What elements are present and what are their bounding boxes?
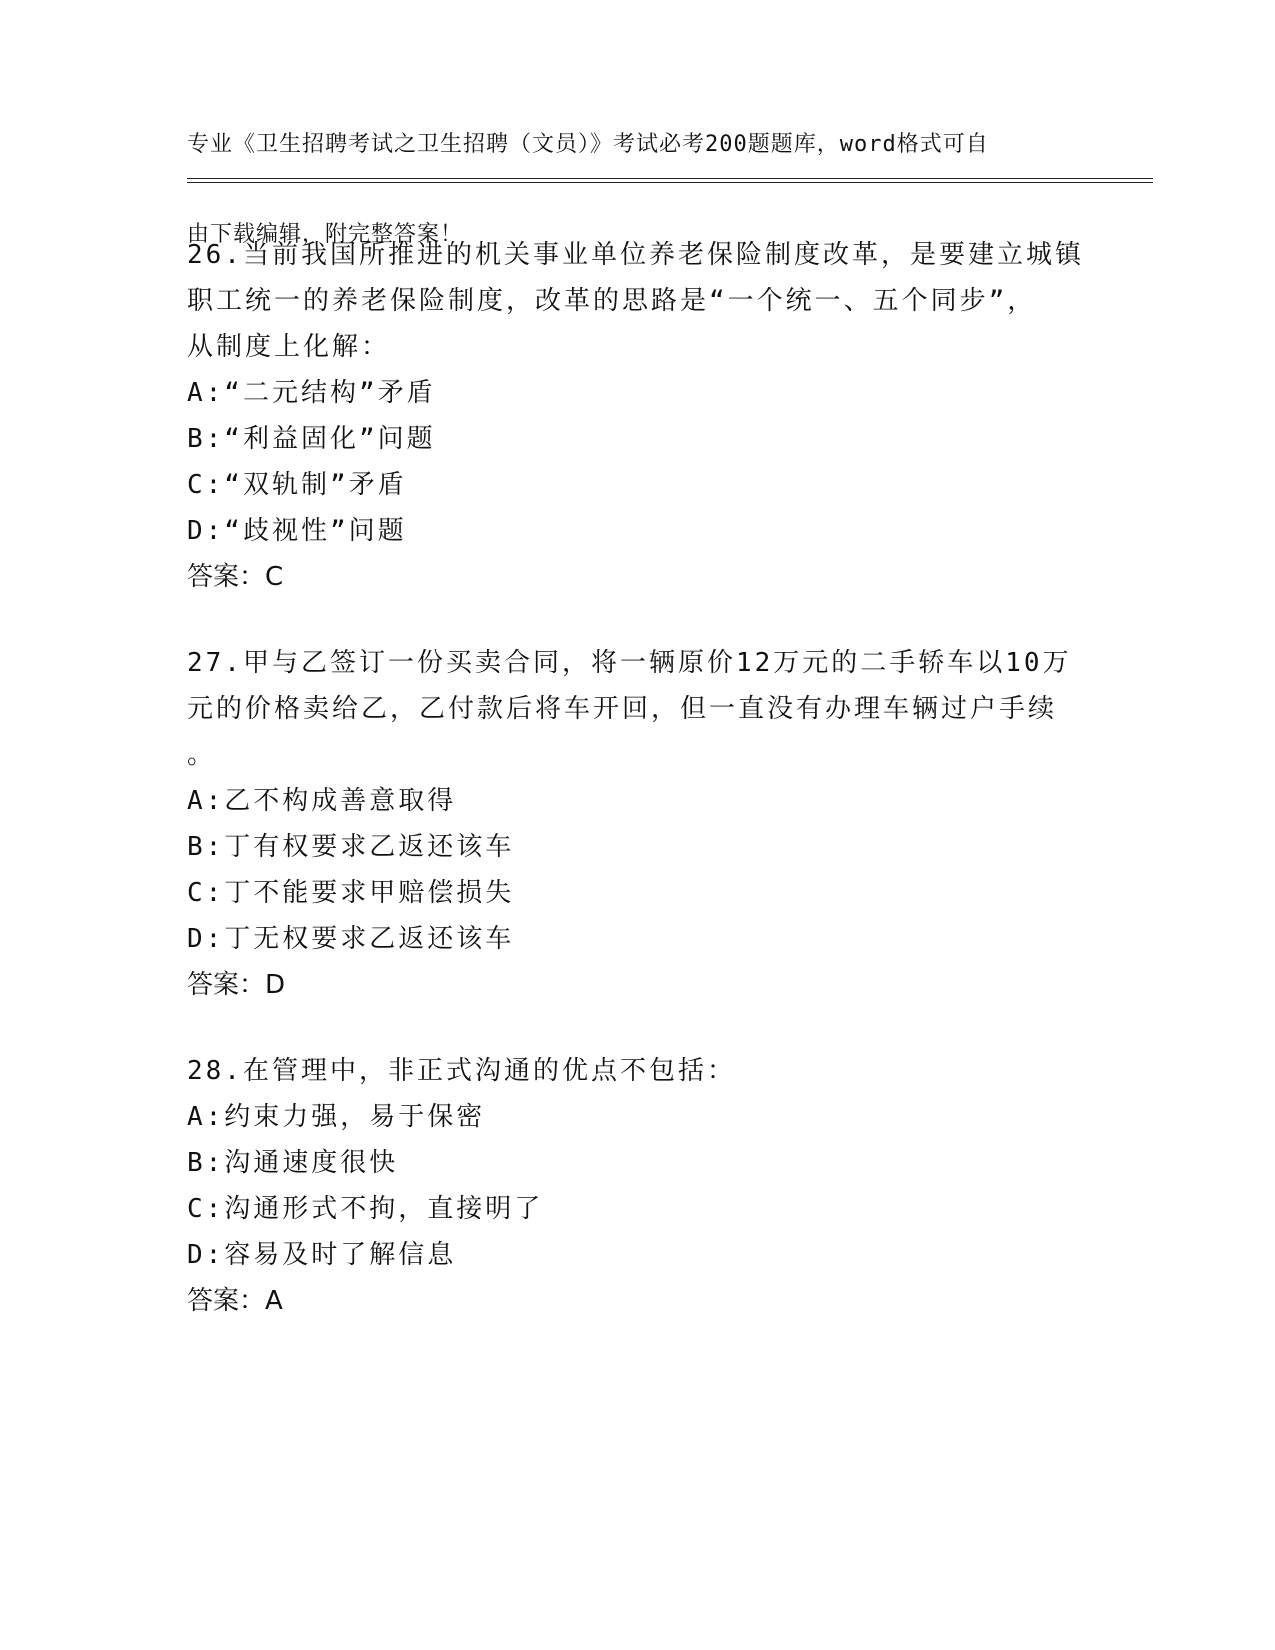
answer-option: D:容易及时了解信息: [187, 1240, 457, 1270]
header-line: 专业《卫生招聘考试之卫生招聘（文员）》考试必考200题题库，word格式可自: [187, 132, 989, 157]
question-block: [187, 640, 1087, 1008]
answer-option: C:沟通形式不拘，直接明了: [187, 1194, 544, 1224]
question-block: [187, 1048, 1087, 1324]
question-stem-line: 职工统一的养老保险制度，改革的思路是“一个统一、五个同步”，: [187, 286, 1037, 316]
answer-option: A:“二元结构”矛盾: [187, 378, 436, 408]
answer-option: B:沟通速度很快: [187, 1148, 399, 1178]
answer-option: C:“双轨制”矛盾: [187, 470, 407, 500]
header-divider: [187, 178, 1153, 179]
question-stem-line: 。: [187, 740, 217, 770]
header-divider: [187, 182, 1153, 183]
question-stem-line: 元的价格卖给乙，乙付款后将车开回，但一直没有办理车辆过户手续: [187, 694, 1058, 724]
answer-option: A:乙不构成善意取得: [187, 786, 457, 816]
question-stem-line: 27.甲与乙签订一份买卖合同，将一辆原价12万元的二手轿车以10万: [187, 648, 1072, 678]
answer-option: C:丁不能要求甲赔偿损失: [187, 878, 515, 908]
correct-answer: 答案：A: [187, 1286, 283, 1316]
answer-option: B:“利益固化”问题: [187, 424, 436, 454]
answer-option: A:约束力强，易于保密: [187, 1102, 486, 1132]
header-line: 由下载编辑，附完整答案！: [187, 222, 464, 247]
answer-option: D:丁无权要求乙返还该车: [187, 924, 515, 954]
answer-option: D:“歧视性”问题: [187, 516, 407, 546]
question-stem-line: 28.在管理中，非正式沟通的优点不包括：: [187, 1056, 736, 1086]
question-stem-line: 从制度上化解：: [187, 332, 391, 362]
answer-option: B:丁有权要求乙返还该车: [187, 832, 515, 862]
correct-answer: 答案：D: [187, 970, 286, 1000]
question-block: [187, 232, 1087, 600]
correct-answer: 答案：C: [187, 562, 284, 592]
question-stem-line: 26.当前我国所推进的机关事业单位养老保险制度改革，是要建立城镇: [187, 240, 1084, 270]
